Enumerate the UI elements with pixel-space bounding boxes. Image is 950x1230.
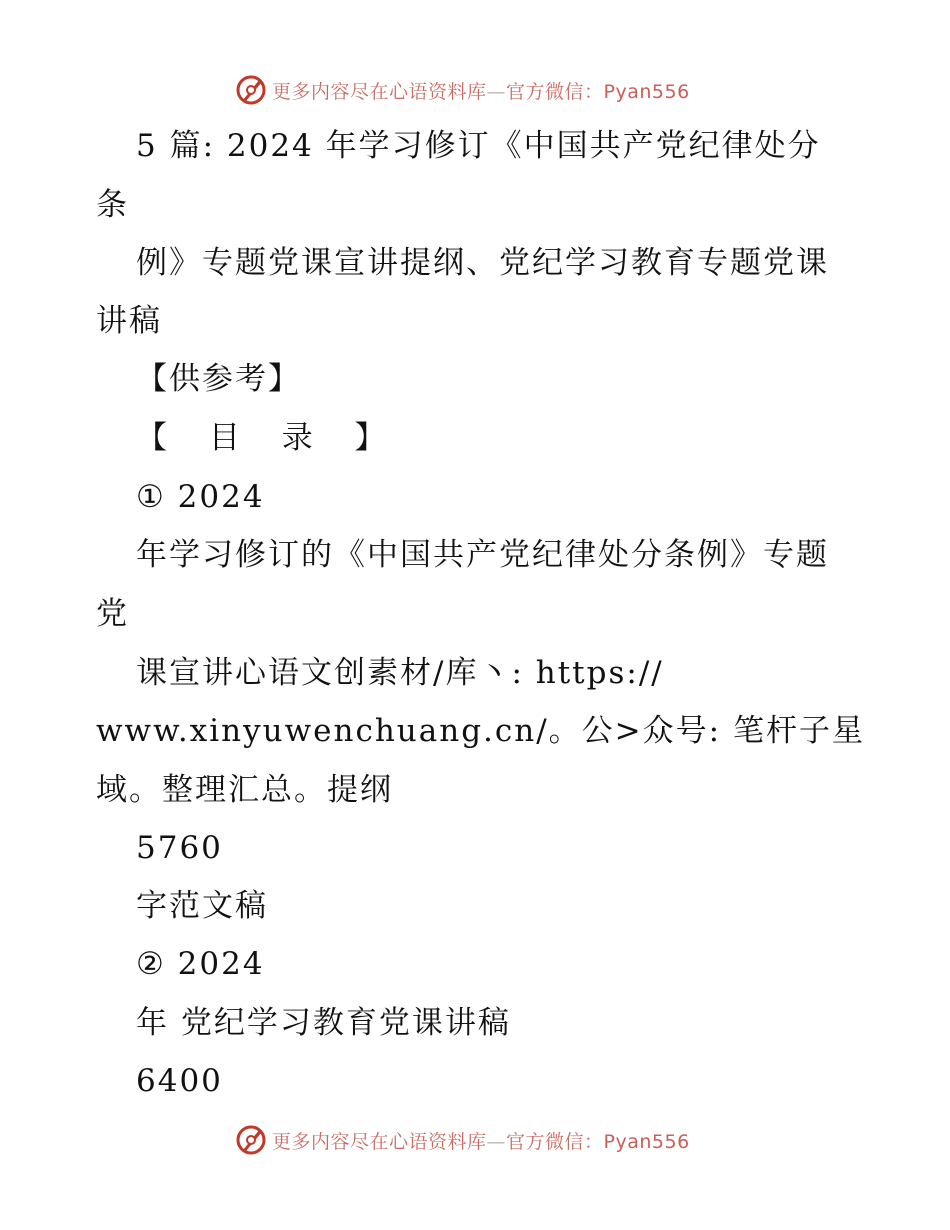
watermark-account: Pyan556 (603, 1130, 690, 1153)
watermark-account: Pyan556 (603, 80, 690, 103)
document-title-line-4: 讲稿 (96, 303, 162, 339)
watermark-separator: — (486, 1130, 507, 1153)
watermark-text (272, 1127, 690, 1154)
toc-item-1-url-line: www.xinyuwenchuang.cn/。公>众号: 笔杆子星 (96, 713, 865, 749)
toc-item-1-word-count: 5760 (136, 830, 223, 866)
toc-item-1-suffix: 字范文稿 (136, 888, 268, 924)
toc-item-1-title-part-4: 域。整理汇总。提纲 (96, 772, 393, 808)
footer-watermark (234, 1122, 690, 1158)
toc-item-1-title-part-3: 课宣讲心语文创素材/库丶: https:// (136, 655, 664, 691)
toc-heading: 【 目 录 】 (136, 420, 402, 456)
watermark-slogan: 更多内容尽在心语资料库 (272, 80, 487, 103)
toc-item-1-number: ① 2024 (136, 479, 265, 515)
toc-item-2-number: ② 2024 (136, 946, 265, 982)
watermark-separator: — (486, 80, 507, 103)
reference-note: 【供参考】 (136, 361, 301, 397)
watermark-text (272, 77, 690, 104)
quill-logo-icon (234, 73, 268, 107)
watermark-slogan: 更多内容尽在心语资料库 (272, 1130, 487, 1153)
watermark-wechat-label: 官方微信： (506, 1130, 604, 1153)
toc-item-2-word-count: 6400 (136, 1063, 223, 1099)
header-watermark (234, 72, 690, 108)
toc-item-1-title-part-1: 年学习修订的《中国共产党纪律处分条例》专题 (136, 537, 829, 573)
document-title-line-2: 条 (96, 187, 129, 223)
quill-logo-icon (234, 1123, 268, 1157)
watermark-wechat-label: 官方微信： (506, 80, 604, 103)
document-title-line-1: 5 篇: 2024 年学习修订《中国共产党纪律处分 (136, 128, 821, 164)
document-title-line-3: 例》专题党课宣讲提纲、党纪学习教育专题党课 (136, 245, 829, 281)
toc-item-1-title-part-2: 党 (96, 596, 129, 632)
toc-item-2-title: 年 党纪学习教育党课讲稿 (136, 1005, 511, 1041)
